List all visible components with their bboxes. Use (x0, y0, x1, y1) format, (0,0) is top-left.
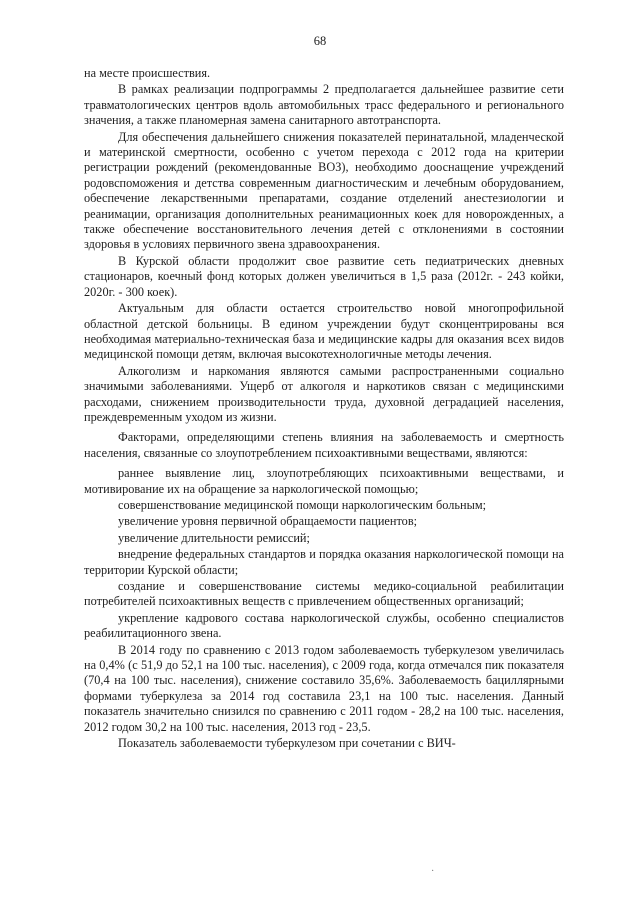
list-item-rehabilitation: создание и совершенствование системы медико-социальной реабилитации потребителей психоактивных веществ с привлечением общественных организаций; (84, 579, 564, 609)
list-item-improvement: совершенствование медицинской помощи наркологическим больным; (118, 497, 487, 512)
paragraph-alcoholism: Алкоголизм и наркомания являются самыми распространенными социально значимыми заболеваниями. Ущерб от алкоголя и наркотиков связан с медицинскими расходами, снижением производительности труда, духовной деградацией населения, преждевременным уходом из жизни. (84, 363, 564, 424)
paragraph-day-hospitals: В Курской области продолжит свое развитие сеть педиатрических дневных стационаров, коечный фонд которых должен увеличиться в 1,5 раза (2012г. - 243 койки, 2020г. - 300 коек). (84, 253, 564, 299)
footer-mark: · (431, 866, 435, 877)
page-number: 68 (313, 34, 327, 48)
document-body (84, 66, 564, 751)
paragraph-tuberculosis: В 2014 году по сравнению с 2013 годом заболеваемость туберкулезом увеличилась на 0,4% (с 51,9 до 52,1 на 100 тыс. населения), с 2009 года, когда отмечался пик показателя (70,4 на 100 тыс. населения), снижение составило 35,6%. Заболеваемость бациллярными формами туберкулеза за 2014 год составила 23,1 на 100 тыс. населения. Данный показатель значительно снизился по сравнению с 2011 годом - 28,2 на 100 тыс. населения, 2012 годом 30,2 на 100 тыс. населения, 2013 год - 23,5. (84, 642, 564, 734)
list-item-primary-visits: увеличение уровня первичной обращаемости пациентов; (118, 514, 418, 529)
list-item-early-detection: раннее выявление лиц, злоупотребляющих психоактивными веществами, и мотивирование их на обращение за наркологической помощью; (84, 466, 564, 496)
paragraph-factors: Факторами, определяющими степень влияния на заболеваемость и смертность населения, связанные со злоупотреблением психоактивными веществами, являются: (84, 430, 564, 460)
paragraph-continuation: на месте происшествия. (84, 66, 211, 80)
paragraph-childrens-hospital: Актуальным для области остается строительство новой многопрофильной областной детской больницы. В едином учреждении будут сконцентрированы вся необходимая материально-техническая база и медицинские кадры для оказания всех видов медицинской помощи детям, включая высокотехнологичные методы лечения. (84, 301, 564, 362)
list-item-federal-standards: внедрение федеральных стандартов и порядка оказания наркологической помощи на территории Курской области; (84, 547, 564, 577)
paragraph-tb-hiv: Показатель заболеваемости туберкулезом при сочетании с ВИЧ- (118, 736, 456, 751)
list-item-staff: укрепление кадрового состава наркологической службы, особенно специалистов реабилитационного звена. (84, 610, 564, 641)
list-item-remissions: увеличение длительности ремиссий; (118, 530, 310, 545)
paragraph-perinatal: Для обеспечения дальнейшего снижения показателей перинатальной, младенческой и материнской смертности, особенно с учетом перехода с 2012 года на критерии регистрации рождений (рекомендованные ВОЗ), необходимо дооснащение учреждений родовспоможения и детства современным диагностическим и лечебным оборудованием, обеспечение лекарственными препаратами, создание отделений анестезиологии и реанимации, организация дополнительных реанимационных коек для новорожденных, а также обеспечение восстановительного лечения детей с отклонениями в состоянии здоровья в условиях первичного звена здравоохранения. (84, 129, 564, 252)
paragraph-trauma-centers: В рамках реализации подпрограммы 2 предполагается дальнейшее развитие сети травматологических центров вдоль автомобильных трасс федерального и регионального значения, а также планомерная замена санитарного автотранспорта. (84, 82, 564, 128)
